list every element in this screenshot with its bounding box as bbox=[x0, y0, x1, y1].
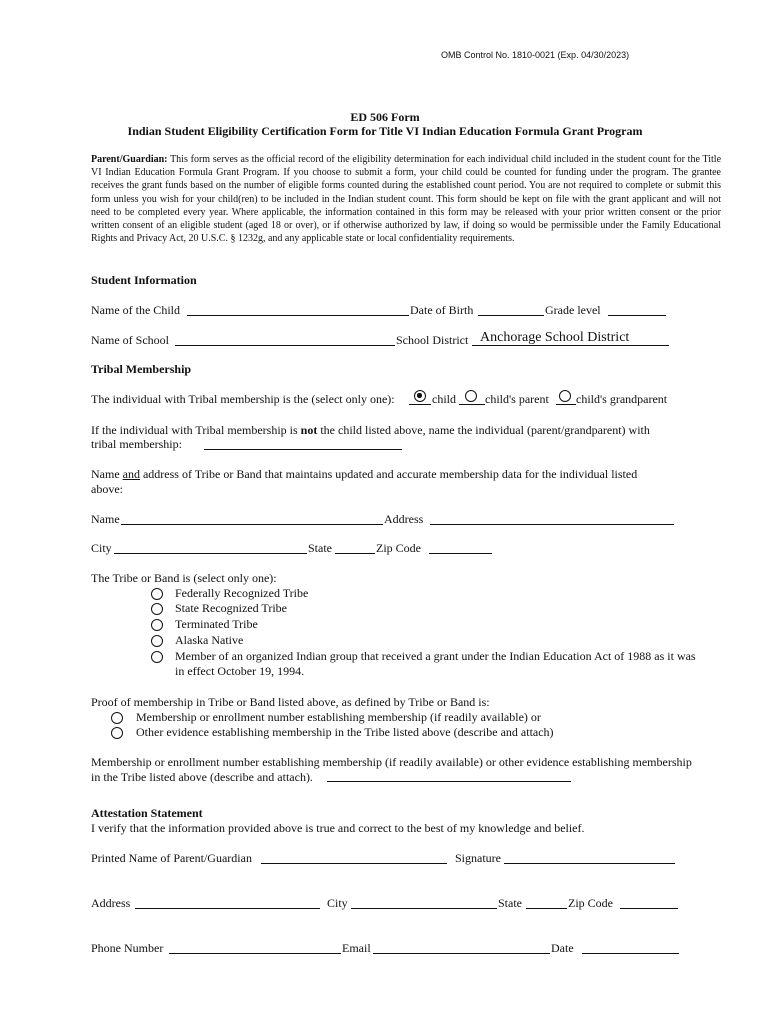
intro-text: This form serves as the official record of the eligibility determination for each individual child included in the student count for the Title VI Indian Education Formula Grant Program. If you choose to submit a form, your child could be counted for funding under the program. The grantee receives the grant funds based on the number of eligible forms counted during the established count period. You are not required to complete or submit this form unless you wish for your child(ren) to be included in the Indian student count. This form should be kept on file with the grant applicant and will not need to be completed every year. Where applicable, the information contained in this form may be released with your prior written consent or the prior written consent of an eligible student (aged 18 or over), or if otherwise authorized by law, if doing so would be permissible under the Family Educational Rights and Privacy Act, 20 U.S.C. § 1232g, and any applicable state or local confidentiality requirements. bbox=[91, 154, 722, 245]
parent-option-line bbox=[459, 404, 485, 405]
grandparent-option-label: child's grandparent bbox=[576, 392, 668, 406]
tribe-option-alaska: Alaska Native bbox=[175, 633, 244, 647]
not-child-line2: tribal membership: bbox=[91, 437, 182, 451]
tribe-option-federal: Federally Recognized Tribe bbox=[175, 586, 309, 600]
parent-state-label: State bbox=[498, 896, 522, 910]
grade-field[interactable] bbox=[608, 315, 666, 316]
federally-recognized-radio[interactable] bbox=[151, 588, 163, 600]
tribal-select-label: The individual with Tribal membership is the (select only one): bbox=[91, 392, 395, 406]
tribe-option-state: State Recognized Tribe bbox=[175, 601, 287, 615]
alaska-native-radio[interactable] bbox=[151, 635, 163, 647]
child-option-label: child bbox=[432, 392, 456, 406]
tribal-membership-heading: Tribal Membership bbox=[91, 362, 192, 376]
state-recognized-radio[interactable] bbox=[151, 603, 163, 615]
form-number: ED 506 Form bbox=[350, 110, 420, 124]
intro-paragraph bbox=[91, 153, 721, 245]
form-title: Indian Student Eligibility Certification Form for Title VI Indian Education Formula Grant Program bbox=[127, 124, 643, 138]
tribe-address-line2: above: bbox=[91, 482, 123, 496]
evidence-line2: in the Tribe listed above (describe and attach). bbox=[91, 770, 313, 784]
parent-city-label: City bbox=[327, 896, 348, 910]
proof-option-other: Other evidence establishing membership in the Tribe listed above (describe and attach) bbox=[136, 725, 554, 739]
tribe-option-organized-cont: in effect October 19, 1994. bbox=[175, 664, 305, 678]
tribe-city-field[interactable] bbox=[114, 553, 307, 554]
proof-option-enrollment: Membership or enrollment number establishing membership (if readily available) or bbox=[136, 710, 541, 724]
printed-name-label: Printed Name of Parent/Guardian bbox=[91, 851, 252, 865]
tribe-address-field[interactable] bbox=[430, 524, 674, 525]
grade-label: Grade level bbox=[545, 303, 601, 317]
tribe-zip-label: Zip Code bbox=[376, 541, 421, 555]
parent-address-field[interactable] bbox=[135, 908, 320, 909]
parent-radio[interactable] bbox=[465, 390, 477, 402]
proof-question: Proof of membership in Tribe or Band listed above, as defined by Tribe or Band is: bbox=[91, 695, 490, 709]
child-radio[interactable] bbox=[414, 390, 426, 402]
parent-address-label: Address bbox=[91, 896, 131, 910]
phone-label: Phone Number bbox=[91, 941, 164, 955]
parent-option-label: child's parent bbox=[485, 392, 549, 406]
member-individual-field[interactable] bbox=[204, 449, 402, 450]
attestation-text: I verify that the information provided above is true and correct to the best of my knowledge and belief. bbox=[91, 821, 585, 835]
student-info-heading: Student Information bbox=[91, 273, 197, 287]
school-district-value: Anchorage School District bbox=[480, 330, 630, 345]
date-field[interactable] bbox=[582, 953, 679, 954]
tribe-option-organized: Member of an organized Indian group that received a grant under the Indian Education Act of 1988 as it was bbox=[175, 649, 696, 663]
not-child-line1: If the individual with Tribal membership is not the child listed above, name the individual (parent/grandparent) with bbox=[91, 423, 650, 437]
school-name-field[interactable] bbox=[175, 345, 395, 346]
email-label: Email bbox=[342, 941, 371, 955]
enrollment-number-radio[interactable] bbox=[111, 712, 123, 724]
email-field[interactable] bbox=[373, 953, 550, 954]
child-name-field[interactable] bbox=[187, 315, 409, 316]
signature-label: Signature bbox=[455, 851, 501, 865]
parent-zip-label: Zip Code bbox=[568, 896, 613, 910]
organized-group-radio[interactable] bbox=[151, 651, 163, 663]
printed-name-field[interactable] bbox=[261, 863, 447, 864]
terminated-tribe-radio[interactable] bbox=[151, 619, 163, 631]
tribe-address-label: Address bbox=[384, 512, 424, 526]
school-name-label: Name of School bbox=[91, 333, 169, 347]
grandparent-radio[interactable] bbox=[559, 390, 571, 402]
tribe-zip-field[interactable] bbox=[429, 553, 492, 554]
parent-zip-field[interactable] bbox=[620, 908, 678, 909]
tribe-option-terminated: Terminated Tribe bbox=[175, 617, 258, 631]
tribe-state-field[interactable] bbox=[335, 553, 375, 554]
tribe-city-label: City bbox=[91, 541, 112, 555]
child-option-line bbox=[409, 404, 431, 405]
parent-city-field[interactable] bbox=[351, 908, 497, 909]
evidence-field[interactable] bbox=[327, 781, 571, 782]
tribe-name-field[interactable] bbox=[121, 524, 383, 525]
dob-field[interactable] bbox=[478, 315, 544, 316]
child-name-label: Name of the Child bbox=[91, 303, 180, 317]
intro-label: Parent/Guardian: bbox=[91, 154, 168, 165]
signature-field[interactable] bbox=[504, 863, 675, 864]
dob-label: Date of Birth bbox=[410, 303, 474, 317]
parent-state-field[interactable] bbox=[526, 908, 567, 909]
tribe-name-label: Name bbox=[91, 512, 120, 526]
school-district-label: School District bbox=[396, 333, 469, 347]
grandparent-option-line bbox=[556, 404, 576, 405]
phone-field[interactable] bbox=[169, 953, 341, 954]
tribe-address-line1: Name and address of Tribe or Band that maintains updated and accurate membership data for the individual listed bbox=[91, 467, 638, 481]
attestation-heading: Attestation Statement bbox=[91, 806, 203, 820]
date-label: Date bbox=[551, 941, 574, 955]
other-evidence-radio[interactable] bbox=[111, 727, 123, 739]
tribe-state-label: State bbox=[308, 541, 332, 555]
omb-control-number: OMB Control No. 1810-0021 (Exp. 04/30/2023) bbox=[441, 50, 630, 60]
tribe-type-question: The Tribe or Band is (select only one): bbox=[91, 571, 277, 585]
evidence-line1: Membership or enrollment number establishing membership (if readily available) or other evidence establishing membership bbox=[91, 755, 692, 769]
